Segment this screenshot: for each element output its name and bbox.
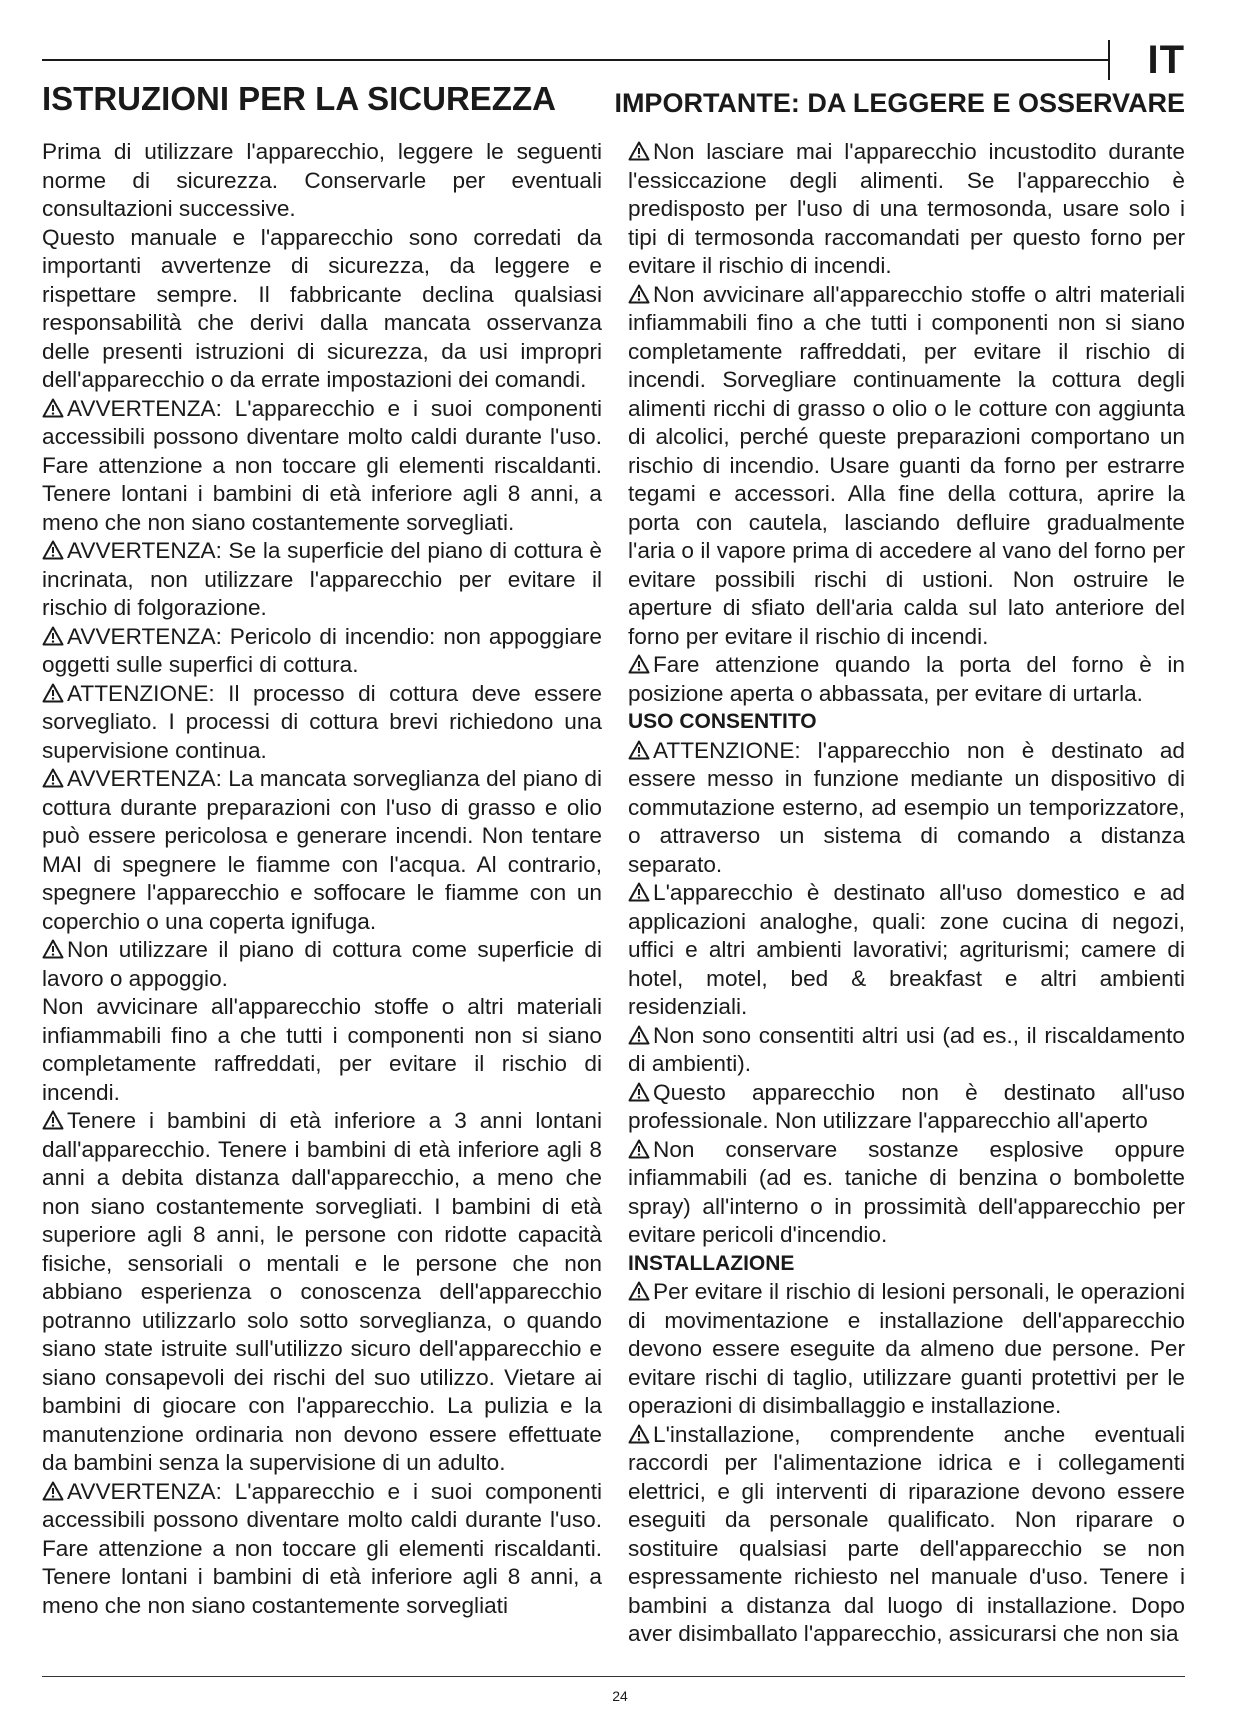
safety-paragraph [628,1421,1185,1649]
safety-paragraph [42,623,602,680]
paragraph-text: Non lasciare mai l'apparecchio incustodito durante l'essiccazione degli alimenti. Se l'apparecchio è predisposto per l'uso di una termosonda, usare solo i tipi di termosonda raccomandati per questo forno per evitare il rischio di incendi. [628,139,1185,278]
warning-triangle-icon [628,1424,650,1444]
safety-paragraph [628,737,1185,880]
paragraph-text: ATTENZIONE: Il processo di cottura deve essere sorvegliato. I processi di cottura brevi richiedono una supervisione continua. [42,680,602,763]
paragraph-text: Non sono consentiti altri usi (ad es., il riscaldamento di ambienti). [628,1022,1185,1076]
safety-paragraph [42,224,602,395]
safety-paragraph [42,537,602,623]
warning-triangle-icon [42,1481,64,1501]
warning-triangle-icon [42,939,64,959]
warning-triangle-icon [628,1025,650,1045]
warning-triangle-icon [42,768,64,788]
section-heading: USO CONSENTITO [628,710,817,733]
safety-paragraph [42,138,602,224]
warning-triangle-icon [42,540,64,560]
safety-paragraph [42,765,602,936]
warning-triangle-icon [628,882,650,902]
paragraph-text: Fare attenzione quando la porta del forno è in posizione aperta o abbassata, per evitare di urtarla. [628,652,1185,706]
page-number: 24 [612,1688,628,1704]
safety-paragraph [628,1136,1185,1250]
safety-paragraph [42,1478,602,1621]
paragraph-text: Non conservare sostanze esplosive oppure infiammabili (ad es. taniche di benzina o bombolette spray) all'interno o in prossimità dell'apparecchio per evitare pericoli d'incendio. [628,1136,1185,1247]
safety-paragraph [42,936,602,993]
paragraph-text: Non avvicinare all'apparecchio stoffe o altri materiali infiammabili fino a che tutti i componenti non si siano completamente raffreddati, per evitare il rischio di incendi. [42,994,602,1105]
warning-triangle-icon [628,654,650,674]
safety-paragraph [628,1022,1185,1079]
warning-triangle-icon [628,740,650,760]
footer-rule [42,1676,1185,1677]
safety-paragraph [628,651,1185,708]
safety-paragraph [42,993,602,1107]
paragraph-text: AVVERTENZA: L'apparecchio e i suoi componenti accessibili possono diventare molto caldi durante l'uso. Fare attenzione a non toccare gli elementi riscaldanti. Tenere lontani i bambini di età inferiore agli 8 anni, a meno che non siano costantemente sorvegliati. [42,395,602,535]
paragraph-text: L'apparecchio è destinato all'uso domestico e ad applicazioni analoghe, quali: zone cucina di negozi, uffici e altri ambienti lavorativi; agriturismi; camere di hotel, motel, bed & breakfast e altri ambienti residenziali. [628,880,1185,1019]
warning-triangle-icon [42,398,64,418]
paragraph-text: ATTENZIONE: l'apparecchio non è destinato ad essere messo in funzione mediante un dispositivo di commutazione esterno, ad esempio un temporizzatore, o attraverso un sistema di comando a distanza separato. [628,737,1185,877]
paragraph-text: L'installazione, comprendente anche eventuali raccordi per l'alimentazione idrica e i collegamenti elettrici, e gli interventi di riparazione devono essere eseguiti da personale qualificato. Non riparare o sostituire qualsiasi parte dell'apparecchio se non espressamente richiesto nel manuale d'uso. Tenere i bambini a distanza dal luogo di installazione. Dopo aver disimballato l'apparecchio, assicurarsi che non sia [628,1421,1185,1646]
warning-triangle-icon [628,284,650,304]
safety-paragraph [628,1278,1185,1421]
paragraph-text: Tenere i bambini di età inferiore a 3 anni lontani dall'apparecchio. Tenere i bambini di età inferiore agli 8 anni a debita distanza dall'apparecchio, a meno che non siano costantemente sorvegliati. I bambini di età superiore agli 8 anni, le persone con ridotte capacità fisiche, sensoriali o mentali e le persone che non abbiano esperienza o conoscenza dell'apparecchio potranno utilizzarlo solo sotto sorveglianza, o quando siano state istruite sull'utilizzo sicuro dell'apparecchio e siano consapevoli dei rischi del suo utilizzo. Vietare ai bambini di giocare con l'apparecchio. La pulizia e la manutenzione ordinaria non devono essere effettuate da bambini senza la supervisione di un adulto. [42,1108,602,1475]
header-divider [1108,40,1110,80]
paragraph-text: Per evitare il rischio di lesioni personali, le operazioni di movimentazione e installazione dell'apparecchio devono essere eseguite da almeno due persone. Per evitare rischi di taglio, utilizzare guanti protettivi per le operazioni di disimballaggio e installazione. [628,1279,1185,1418]
safety-paragraph [628,1079,1185,1136]
warning-triangle-icon [628,1139,650,1159]
paragraph-text: AVVERTENZA: L'apparecchio e i suoi componenti accessibili possono diventare molto caldi durante l'uso. Fare attenzione a non toccare gli elementi riscaldanti. Tenere lontani i bambini di età inferiore agli 8 anni, a meno che non siano costantemente sorvegliati [42,1478,602,1618]
right-column [628,138,1185,1649]
paragraph-text: Prima di utilizzare l'apparecchio, leggere le seguenti norme di sicurezza. Conservarle per eventuali consultazioni successive. [42,139,602,221]
page-title: ISTRUZIONI PER LA SICUREZZA [42,80,556,117]
warning-triangle-icon [42,683,64,703]
warning-triangle-icon [42,626,64,646]
warning-triangle-icon [628,1281,650,1301]
safety-paragraph [628,138,1185,281]
language-code: IT [1147,38,1185,82]
paragraph-text: Non utilizzare il piano di cottura come superficie di lavoro o appoggio. [42,937,602,991]
safety-paragraph [628,879,1185,1022]
page-subtitle: IMPORTANTE: DA LEGGERE E OSSERVARE [614,88,1185,118]
paragraph-text: Questo manuale e l'apparecchio sono corredati da importanti avvertenze di sicurezza, da leggere e rispettare sempre. Il fabbricante declina qualsiasi responsabilità che derivi dalla mancata osservanza delle presenti istruzioni di sicurezza, da usi impropri dell'apparecchio o da errate impostazioni dei comandi. [42,224,602,392]
section-heading: INSTALLAZIONE [628,1251,795,1275]
safety-paragraph [42,1107,602,1478]
safety-paragraph [628,281,1185,652]
warning-triangle-icon [42,1110,64,1130]
paragraph-text: AVVERTENZA: Se la superficie del piano di cottura è incrinata, non utilizzare l'apparecchio per evitare il rischio di folgorazione. [42,538,602,620]
paragraph-text: AVVERTENZA: Pericolo di incendio: non appoggiare oggetti sulle superfici di cottura. [42,623,602,677]
warning-triangle-icon [628,1082,650,1102]
header-rule [42,59,1110,61]
paragraph-text: Non avvicinare all'apparecchio stoffe o altri materiali infiammabili fino a che tutti i componenti non si siano completamente raffreddati, per evitare il rischio di incendi. Sorvegliare continuamente la cottura degli alimenti ricchi di grasso o olio o le cotture con aggiunta di alcolici, perché queste preparazioni comportano un rischio di incendio. Usare guanti da forno per estrarre tegami e accessori. Alla fine della cottura, aprire la porta con cautela, lasciando defluire gradualmente l'aria o il vapore prima di accedere al vano del forno per evitare possibili rischi di ustioni. Non ostruire le aperture di sfiato dell'aria calda sul lato anteriore del forno per evitare il rischio di incendi. [628,281,1185,649]
safety-paragraph [42,680,602,766]
paragraph-text: AVVERTENZA: La mancata sorveglianza del piano di cottura durante preparazioni con l'uso di grasso e olio può essere pericolosa e generare incendi. Non tentare MAI di spegnere le fiamme con l'acqua. Al contrario, spegnere l'apparecchio e soffocare le fiamme con un coperchio o una coperta ignifuga. [42,766,602,934]
paragraph-text: Questo apparecchio non è destinato all'uso professionale. Non utilizzare l'apparecchio all'aperto [628,1079,1185,1133]
warning-triangle-icon [628,141,650,161]
safety-paragraph [42,395,602,538]
left-column [42,138,602,1620]
